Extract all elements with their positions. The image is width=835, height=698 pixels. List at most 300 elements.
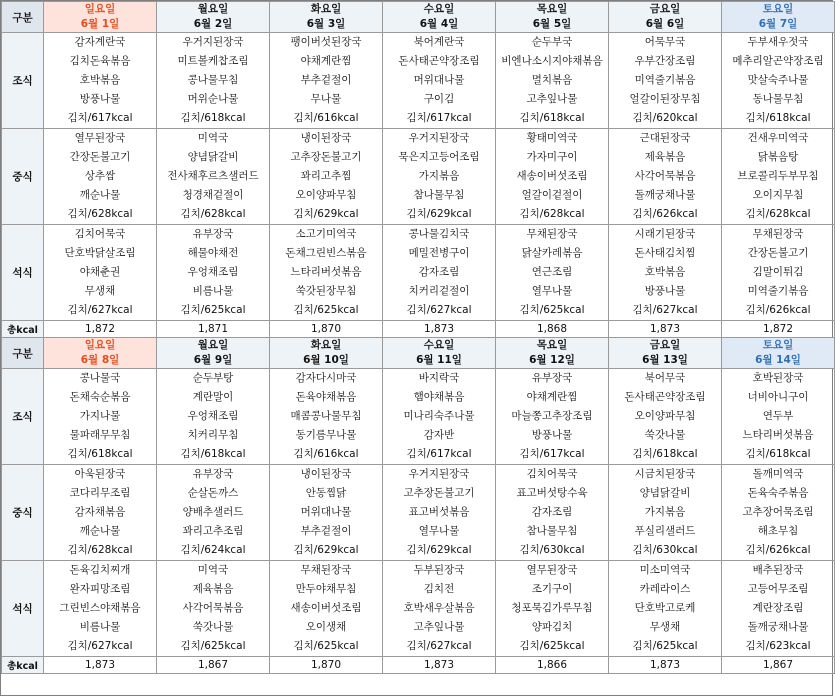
menu-item: 꽈리고추조림	[182, 525, 244, 537]
weekday-label: 토요일	[762, 3, 794, 15]
kcal-item: 김치/628kcal	[67, 208, 133, 220]
menu-item: 미소미역국	[639, 564, 691, 576]
kcal-item: 김치/618kcal	[745, 112, 811, 124]
menu-item: 카레라이스	[639, 583, 691, 595]
menu-item: 돈사태김치찜	[634, 247, 696, 259]
menu-cell	[609, 369, 722, 465]
menu-item: 간장돈불고기	[69, 151, 131, 163]
menu-cell	[44, 369, 157, 465]
menu-item: 가자미구이	[526, 151, 578, 163]
menu-cell	[44, 465, 157, 561]
date-label: 6월 8일	[80, 354, 120, 366]
menu-item: 돈육숙주볶음	[747, 487, 809, 499]
dinner-label: 석식	[2, 225, 44, 321]
total-kcal: 1,873	[383, 321, 496, 338]
menu-item: 돌깨미역국	[752, 468, 804, 480]
menu-item: 고추잎나물	[526, 93, 578, 105]
menu-item: 돈육김치찌개	[69, 564, 131, 576]
menu-cell	[383, 561, 496, 657]
menu-cell	[270, 225, 383, 321]
menu-item: 돈육야채볶음	[295, 391, 357, 403]
menu-item: 묵은지고등어조림	[398, 151, 480, 163]
kcal-item: 김치/627kcal	[67, 304, 133, 316]
kcal-item: 김치/629kcal	[406, 208, 472, 220]
menu-item: 순살돈까스	[187, 487, 239, 499]
menu-item: 새송이버섯조림	[290, 602, 362, 614]
menu-cell	[722, 561, 835, 657]
week-header-row	[2, 338, 835, 369]
menu-item: 감자다시마국	[295, 372, 357, 384]
total-kcal: 1,868	[496, 321, 609, 338]
kcal-item: 김치/625kcal	[293, 304, 359, 316]
menu-item: 감자조림	[531, 506, 573, 518]
menu-item: 청경채겉절이	[182, 189, 244, 201]
menu-item: 열무된장국	[74, 132, 126, 144]
menu-item: 돈사태곤약장조림	[624, 391, 706, 403]
day-header	[157, 338, 270, 369]
menu-item: 비엔나소시지야채볶음	[501, 55, 603, 67]
menu-item: 돈사태곤약장조림	[398, 55, 480, 67]
menu-item: 맛살숙주나물	[747, 74, 809, 86]
menu-item: 부추겉절이	[300, 74, 352, 86]
weekday-label: 월요일	[197, 339, 229, 351]
menu-item: 미역국	[197, 132, 229, 144]
dinner-row	[2, 561, 835, 657]
menu-item: 치커리겉절이	[408, 285, 470, 297]
weekday-label: 금요일	[649, 339, 681, 351]
menu-item: 무채된장국	[752, 228, 804, 240]
day-header	[383, 338, 496, 369]
menu-item: 깨순나물	[79, 525, 121, 537]
menu-cell	[270, 369, 383, 465]
menu-item: 간장돈불고기	[747, 247, 809, 259]
menu-item: 우거지된장국	[182, 36, 244, 48]
date-label: 6월 4일	[419, 18, 459, 30]
menu-item: 머위대나물	[300, 506, 352, 518]
day-header	[496, 2, 609, 33]
menu-item: 콩나물김치국	[408, 228, 470, 240]
menu-item: 유부장국	[192, 228, 234, 240]
meal-plan-table	[1, 1, 835, 674]
date-label: 6월 9일	[193, 354, 233, 366]
menu-item: 양념닭갈비	[639, 487, 691, 499]
menu-item: 콩나물무침	[187, 74, 239, 86]
menu-item: 완자피망조림	[69, 583, 131, 595]
menu-item: 오이양파무침	[634, 410, 696, 422]
menu-item: 호박볶음	[79, 74, 121, 86]
date-label: 6월 6일	[645, 18, 685, 30]
menu-item: 냉이된장국	[300, 468, 352, 480]
kcal-item: 김치/617kcal	[406, 112, 472, 124]
kcal-item: 김치/618kcal	[632, 448, 698, 460]
menu-cell	[383, 369, 496, 465]
lunch-label: 중식	[2, 129, 44, 225]
menu-cell	[609, 225, 722, 321]
menu-cell	[383, 465, 496, 561]
menu-item: 제육볶음	[192, 583, 234, 595]
menu-item: 우엉채조림	[187, 410, 239, 422]
menu-item: 메추리알곤약장조림	[732, 55, 824, 67]
menu-item: 무채된장국	[300, 564, 352, 576]
menu-item: 배추된장국	[752, 564, 804, 576]
menu-item: 무나물	[310, 93, 342, 105]
menu-item: 고등어무조림	[747, 583, 809, 595]
kcal-item: 김치/624kcal	[180, 544, 246, 556]
menu-cell	[609, 465, 722, 561]
menu-item: 사각어묵볶음	[634, 170, 696, 182]
menu-item: 얼갈이된장무침	[629, 93, 701, 105]
kcal-item: 김치/627kcal	[67, 640, 133, 652]
breakfast-row	[2, 369, 835, 465]
menu-cell	[609, 33, 722, 129]
total-row	[2, 321, 835, 338]
menu-item: 우거지된장국	[408, 132, 470, 144]
kcal-item: 김치/628kcal	[67, 544, 133, 556]
menu-cell	[609, 129, 722, 225]
menu-cell	[496, 225, 609, 321]
kcal-item: 김치/628kcal	[745, 208, 811, 220]
menu-item: 참나물무침	[413, 189, 465, 201]
day-header	[44, 338, 157, 369]
menu-item: 느타리버섯볶음	[290, 266, 362, 278]
menu-item: 쑥갓나물	[192, 621, 234, 633]
kcal-item: 김치/625kcal	[632, 640, 698, 652]
menu-item: 고추잎나물	[413, 621, 465, 633]
day-header	[722, 2, 835, 33]
total-kcal: 1,873	[609, 657, 722, 674]
date-label: 6월 11일	[416, 354, 462, 366]
menu-cell	[496, 465, 609, 561]
total-kcal: 1,870	[270, 321, 383, 338]
menu-cell	[383, 225, 496, 321]
menu-item: 동나물무침	[752, 93, 804, 105]
menu-item: 두부된장국	[413, 564, 465, 576]
menu-item: 바지락국	[418, 372, 460, 384]
menu-item: 돈채숙순볶음	[69, 391, 131, 403]
menu-item: 머위순나물	[187, 93, 239, 105]
day-header	[609, 2, 722, 33]
weekday-label: 목요일	[536, 339, 568, 351]
day-header	[44, 2, 157, 33]
date-label: 6월 12일	[529, 354, 575, 366]
menu-item: 비름나물	[79, 621, 121, 633]
menu-item: 가지나물	[79, 410, 121, 422]
total-kcal: 1,867	[157, 657, 270, 674]
menu-item: 미역국	[197, 564, 229, 576]
menu-item: 새송이버섯조림	[516, 170, 588, 182]
menu-item: 사각어묵볶음	[182, 602, 244, 614]
menu-item: 오이양파무침	[295, 189, 357, 201]
kcal-item: 김치/629kcal	[293, 544, 359, 556]
kcal-item: 김치/618kcal	[519, 112, 585, 124]
weekday-label: 화요일	[310, 339, 342, 351]
menu-item: 무생채	[84, 285, 116, 297]
menu-item: 순두부탕	[192, 372, 234, 384]
menu-item: 우거지된장국	[408, 468, 470, 480]
menu-item: 제육볶음	[644, 151, 686, 163]
menu-cell	[157, 225, 270, 321]
menu-item: 오이생채	[305, 621, 347, 633]
menu-item: 김치어묵국	[74, 228, 126, 240]
kcal-item: 김치/625kcal	[180, 640, 246, 652]
kcal-item: 김치/628kcal	[180, 208, 246, 220]
date-label: 6월 5일	[532, 18, 572, 30]
menu-item: 고추장어묵조림	[742, 506, 814, 518]
menu-item: 팽이버섯된장국	[290, 36, 362, 48]
day-header	[270, 2, 383, 33]
date-label: 6월 7일	[758, 18, 798, 30]
menu-item: 콩나물국	[79, 372, 121, 384]
menu-item: 부추겉절이	[300, 525, 352, 537]
kcal-item: 김치/616kcal	[293, 448, 359, 460]
weekday-label: 금요일	[649, 3, 681, 15]
menu-item: 김치어묵국	[526, 468, 578, 480]
menu-item: 감자조림	[418, 266, 460, 278]
weekday-label: 일요일	[84, 339, 116, 351]
menu-item: 야채계란찜	[300, 55, 352, 67]
menu-item: 북어계란국	[413, 36, 465, 48]
date-label: 6월 14일	[755, 354, 801, 366]
menu-item: 어묵무국	[644, 36, 686, 48]
menu-item: 청포묵김가루무침	[511, 602, 593, 614]
menu-item: 방풍나물	[644, 285, 686, 297]
kcal-item: 김치/626kcal	[745, 304, 811, 316]
kcal-item: 김치/626kcal	[745, 544, 811, 556]
menu-item: 동기름무나물	[295, 429, 357, 441]
weekday-label: 월요일	[197, 3, 229, 15]
menu-item: 닭볶음탕	[757, 151, 799, 163]
menu-item: 얼갈이겉절이	[521, 189, 583, 201]
menu-cell	[157, 129, 270, 225]
menu-item: 가지볶음	[644, 506, 686, 518]
total-kcal: 1,872	[44, 321, 157, 338]
menu-item: 안동찜닭	[305, 487, 347, 499]
kcal-item: 김치/617kcal	[406, 448, 472, 460]
day-header	[157, 2, 270, 33]
menu-cell	[270, 465, 383, 561]
menu-item: 코다리무조림	[69, 487, 131, 499]
breakfast-row	[2, 33, 835, 129]
menu-cell	[44, 561, 157, 657]
weekday-label: 목요일	[536, 3, 568, 15]
menu-item: 고추장돈불고기	[290, 151, 362, 163]
menu-item: 표고버섯탕수육	[516, 487, 588, 499]
menu-item: 표고버섯볶음	[408, 506, 470, 518]
menu-cell	[496, 129, 609, 225]
menu-item: 황태미역국	[526, 132, 578, 144]
menu-item: 매콤콩나물무침	[290, 410, 362, 422]
menu-cell	[157, 465, 270, 561]
weekday-label: 수요일	[423, 339, 455, 351]
date-label: 6월 3일	[306, 18, 346, 30]
date-label: 6월 13일	[642, 354, 688, 366]
menu-item: 만두야채무침	[295, 583, 357, 595]
kcal-item: 김치/618kcal	[745, 448, 811, 460]
menu-item: 호박새우살볶음	[403, 602, 475, 614]
day-header	[496, 338, 609, 369]
menu-item: 호박된장국	[752, 372, 804, 384]
gubun-label: 구분	[2, 2, 44, 33]
menu-item: 단호박닭살조림	[64, 247, 136, 259]
menu-item: 열무된장국	[526, 564, 578, 576]
menu-item: 야채춘권	[79, 266, 121, 278]
menu-item: 쑥갓된장무침	[295, 285, 357, 297]
menu-item: 해물야채전	[187, 247, 239, 259]
menu-item: 양파김치	[531, 621, 573, 633]
menu-item: 김말이튀김	[752, 266, 804, 278]
menu-item: 햄야채볶음	[413, 391, 465, 403]
menu-cell	[44, 225, 157, 321]
total-kcal: 1,871	[157, 321, 270, 338]
menu-item: 고추장돈불고기	[403, 487, 475, 499]
menu-item: 머위대나물	[413, 74, 465, 86]
kcal-item: 김치/625kcal	[293, 640, 359, 652]
lunch-row	[2, 129, 835, 225]
total-label: 총kcal	[2, 657, 44, 674]
menu-item: 브로콜리두부무침	[737, 170, 819, 182]
date-label: 6월 1일	[80, 18, 120, 30]
kcal-item: 김치/629kcal	[406, 544, 472, 556]
date-label: 6월 2일	[193, 18, 233, 30]
kcal-item: 김치/618kcal	[180, 112, 246, 124]
menu-item: 멸치볶음	[531, 74, 573, 86]
menu-cell	[270, 561, 383, 657]
menu-item: 소고기미역국	[295, 228, 357, 240]
menu-item: 닭살카레볶음	[521, 247, 583, 259]
menu-item: 미역줄기볶음	[747, 285, 809, 297]
menu-item: 김치전	[423, 583, 455, 595]
menu-item: 치커리무침	[187, 429, 239, 441]
total-kcal: 1,873	[44, 657, 157, 674]
gubun-label: 구분	[2, 338, 44, 369]
menu-item: 연근조림	[531, 266, 573, 278]
menu-cell	[383, 129, 496, 225]
kcal-item: 김치/617kcal	[67, 112, 133, 124]
menu-item: 야채계란찜	[526, 391, 578, 403]
total-kcal: 1,870	[270, 657, 383, 674]
menu-item: 깨순나물	[79, 189, 121, 201]
menu-item: 해초무침	[757, 525, 799, 537]
menu-item: 비름나물	[192, 285, 234, 297]
kcal-item: 김치/630kcal	[519, 544, 585, 556]
total-kcal: 1,867	[722, 657, 835, 674]
menu-item: 아욱된장국	[74, 468, 126, 480]
menu-item: 두부새우젓국	[747, 36, 809, 48]
menu-item: 김치돈육볶음	[69, 55, 131, 67]
menu-item: 오이지무침	[752, 189, 804, 201]
breakfast-label: 조식	[2, 369, 44, 465]
kcal-item: 김치/625kcal	[519, 304, 585, 316]
menu-item: 양념닭갈비	[187, 151, 239, 163]
menu-item: 방풍나물	[531, 429, 573, 441]
menu-cell	[157, 33, 270, 129]
kcal-item: 김치/617kcal	[519, 448, 585, 460]
lunch-row	[2, 465, 835, 561]
menu-cell	[383, 33, 496, 129]
weekday-label: 화요일	[310, 3, 342, 15]
menu-item: 조기구이	[531, 583, 573, 595]
menu-item: 미나리숙주나물	[403, 410, 475, 422]
total-label: 총kcal	[2, 321, 44, 338]
menu-item: 방풍나물	[79, 93, 121, 105]
kcal-item: 김치/616kcal	[293, 112, 359, 124]
menu-cell	[722, 129, 835, 225]
day-header	[722, 338, 835, 369]
menu-item: 너비아니구이	[747, 391, 809, 403]
weekday-label: 토요일	[762, 339, 794, 351]
menu-item: 순두부국	[531, 36, 573, 48]
total-kcal: 1,866	[496, 657, 609, 674]
menu-item: 감자채볶음	[74, 506, 126, 518]
menu-item: 북어무국	[644, 372, 686, 384]
kcal-item: 김치/618kcal	[67, 448, 133, 460]
breakfast-label: 조식	[2, 33, 44, 129]
menu-item: 시금치된장국	[634, 468, 696, 480]
kcal-item: 김치/625kcal	[180, 304, 246, 316]
lunch-label: 중식	[2, 465, 44, 561]
kcal-item: 김치/629kcal	[293, 208, 359, 220]
menu-cell	[609, 561, 722, 657]
menu-item: 유부장국	[531, 372, 573, 384]
menu-item: 상추쌈	[84, 170, 116, 182]
kcal-item: 김치/630kcal	[632, 544, 698, 556]
week-header-row	[2, 2, 835, 33]
menu-cell	[157, 369, 270, 465]
menu-item: 참나물무침	[526, 525, 578, 537]
weekday-label: 일요일	[84, 3, 116, 15]
menu-item: 미트볼케찹조림	[177, 55, 249, 67]
kcal-item: 김치/628kcal	[519, 208, 585, 220]
kcal-item: 김치/625kcal	[519, 640, 585, 652]
menu-item: 쑥갓나물	[644, 429, 686, 441]
kcal-item: 김치/623kcal	[745, 640, 811, 652]
menu-item: 근대된장국	[639, 132, 691, 144]
menu-item: 무채된장국	[526, 228, 578, 240]
menu-item: 무생채	[649, 621, 681, 633]
menu-item: 우부간장조림	[634, 55, 696, 67]
menu-item: 마늘쫑고추장조림	[511, 410, 593, 422]
kcal-item: 김치/620kcal	[632, 112, 698, 124]
menu-cell	[722, 33, 835, 129]
menu-item: 미역줄기볶음	[634, 74, 696, 86]
menu-item: 열무나물	[418, 525, 460, 537]
menu-item: 그린빈스야채볶음	[59, 602, 141, 614]
day-header	[383, 2, 496, 33]
menu-item: 돈채그린빈스볶음	[285, 247, 367, 259]
menu-item: 꽈리고추찜	[300, 170, 352, 182]
menu-cell	[270, 33, 383, 129]
menu-cell	[496, 561, 609, 657]
weekday-label: 수요일	[423, 3, 455, 15]
dinner-label: 석식	[2, 561, 44, 657]
menu-item: 물파래무무침	[69, 429, 131, 441]
total-kcal: 1,872	[722, 321, 835, 338]
menu-cell	[496, 369, 609, 465]
menu-item: 전사채후르츠샐러드	[167, 170, 259, 182]
menu-item: 호박볶음	[644, 266, 686, 278]
day-header	[609, 338, 722, 369]
menu-item: 계란장조림	[752, 602, 804, 614]
kcal-item: 김치/618kcal	[180, 448, 246, 460]
menu-cell	[722, 465, 835, 561]
total-row	[2, 657, 835, 674]
kcal-item: 김치/627kcal	[632, 304, 698, 316]
menu-cell	[270, 129, 383, 225]
menu-cell	[722, 225, 835, 321]
dinner-row	[2, 225, 835, 321]
menu-item: 시래기된장국	[634, 228, 696, 240]
menu-item: 돌깨궁채나물	[634, 189, 696, 201]
